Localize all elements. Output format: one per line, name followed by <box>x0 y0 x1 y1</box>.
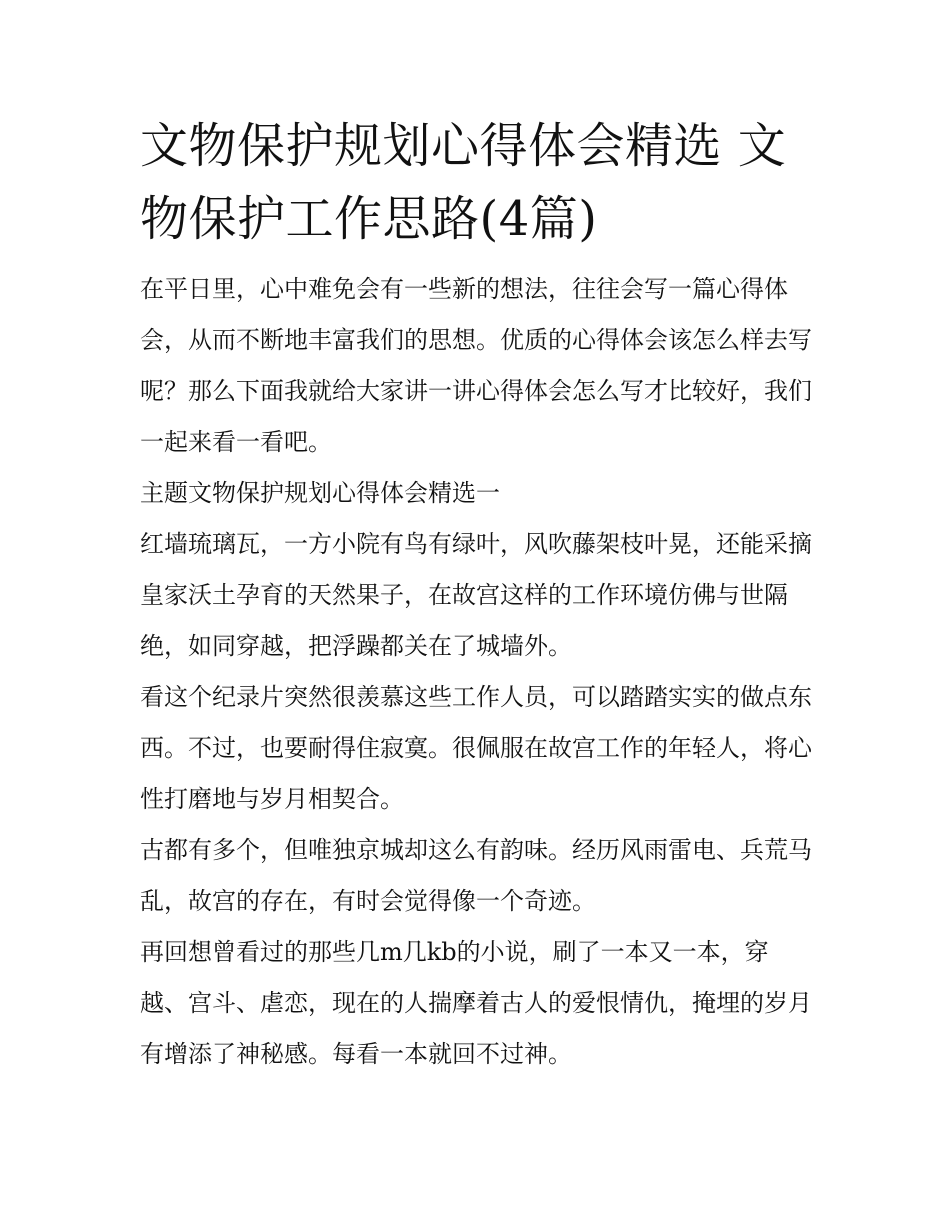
document-page <box>140 110 815 1080</box>
body-paragraph: 红墙琉璃瓦，一方小院有鸟有绿叶，风吹藤架枝叶晃，还能采摘皇家沃土孕育的天然果子，在故宫这样的工作环境仿佛与世隔绝，如同穿越，把浮躁都关在了城墙外。 <box>140 530 812 660</box>
body-paragraph: 再回想曾看过的那些几m几kb的小说，刷了一本又一本，穿越、宫斗、虐恋，现在的人揣摩着古人的爱恨情仇，掩埋的岁月有增添了神秘感。每看一本就回不过神。 <box>140 938 812 1068</box>
body-paragraph: 看这个纪录片突然很羡慕这些工作人员，可以踏踏实实的做点东西。不过，也要耐得住寂寞。很佩服在故宫工作的年轻人，将心性打磨地与岁月相契合。 <box>140 683 812 813</box>
document-title: 文物保护规划心得体会精选 文物保护工作思路(4篇) <box>140 118 787 247</box>
body-paragraph: 古都有多个，但唯独京城却这么有韵味。经历风雨雷电、兵荒马乱，故宫的存在，有时会觉得像一个奇迹。 <box>140 836 812 915</box>
intro-paragraph: 在平日里，心中难免会有一些新的想法，往往会写一篇心得体会，从而不断地丰富我们的思想。优质的心得体会该怎么样去写呢？那么下面我就给大家讲一讲心得体会怎么写才比较好，我们一起来看一看吧。 <box>140 275 812 456</box>
section-heading: 主题文物保护规划心得体会精选一 <box>140 479 500 507</box>
